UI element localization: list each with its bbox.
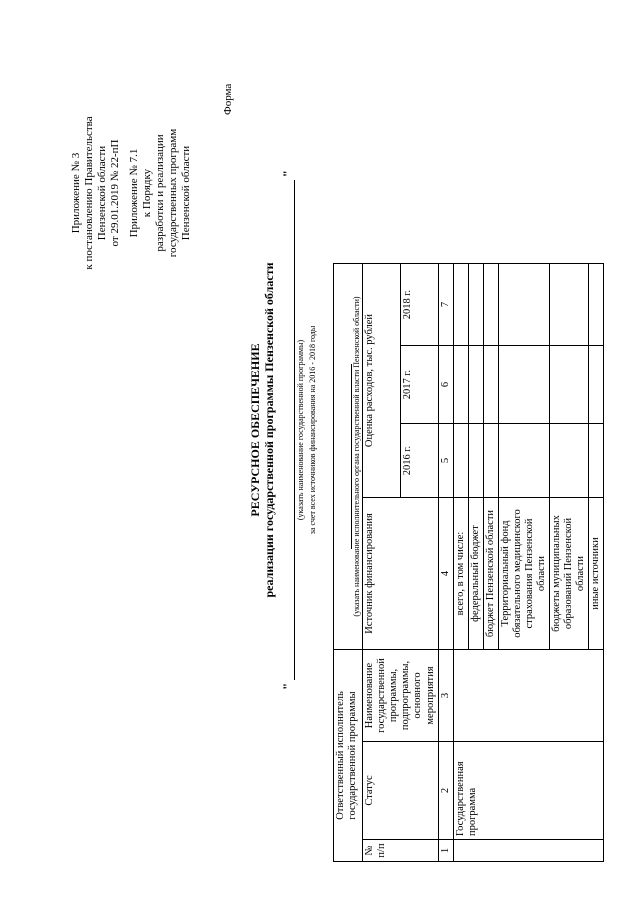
title-block — [248, 170, 317, 690]
value-cell — [483, 346, 498, 424]
header-estimate: Оценка расходов, тыс. рублей — [363, 264, 401, 498]
row-num-cell — [453, 840, 604, 862]
quote-open: " — [279, 682, 295, 690]
source-cell: иные источники — [589, 498, 604, 650]
appendix-line: Пензенской области — [95, 145, 108, 241]
value-cell — [483, 424, 498, 498]
source-cell: бюджеты муниципальных образований Пензенской области — [550, 498, 589, 650]
header-status: Статус — [363, 742, 438, 840]
value-cell — [498, 424, 549, 498]
quote-close: " — [279, 170, 295, 178]
appendix-line: Приложение № 7.1 — [127, 148, 140, 238]
executor-name-cell — [334, 264, 363, 650]
appendix-line: разработки и реализации — [153, 134, 166, 252]
column-index: 1 — [438, 840, 453, 862]
column-index: 4 — [438, 498, 453, 650]
appendix-line: к постановлению Правительства — [82, 116, 95, 270]
header-year: 2016 г. — [400, 424, 438, 498]
program-name-line — [294, 180, 295, 680]
program-name-hint: (указать наименование государственной программы) — [296, 339, 306, 521]
value-cell — [550, 264, 589, 346]
column-index: 7 — [438, 264, 453, 346]
form-label: Форма — [222, 83, 234, 115]
column-index: 2 — [438, 742, 453, 840]
value-cell — [453, 424, 468, 498]
value-cell — [468, 264, 483, 346]
value-cell — [498, 264, 549, 346]
value-cell — [589, 346, 604, 424]
value-cell — [483, 264, 498, 346]
document-title: РЕСУРСНОЕ ОБЕСПЕЧЕНИЕ — [248, 343, 262, 517]
column-index: 6 — [438, 346, 453, 424]
appendix-line: к Порядку — [140, 168, 153, 218]
appendix-block — [70, 93, 193, 293]
header-year: 2017 г. — [400, 346, 438, 424]
value-cell — [550, 346, 589, 424]
header-name: Наименование государственной программы, подпрограммы, основного мероприятия — [363, 650, 438, 742]
column-index: 5 — [438, 424, 453, 498]
header-source: Источник финансирования — [363, 498, 438, 650]
header-year: 2018 г. — [400, 264, 438, 346]
row-status-cell: Государственная программа — [453, 742, 604, 840]
resource-table — [333, 263, 604, 862]
column-index: 3 — [438, 650, 453, 742]
value-cell — [589, 424, 604, 498]
source-cell: федеральный бюджет — [468, 498, 483, 650]
value-cell — [453, 346, 468, 424]
executor-header: Ответственный исполнитель государственной программы — [335, 691, 359, 820]
appendix-line: от 29.01.2019 № 22-пП — [108, 139, 121, 247]
source-cell: всего, в том числе: — [453, 498, 468, 650]
appendix-line: Приложение № 3 — [70, 152, 82, 234]
executor-header-cell — [334, 650, 363, 862]
row-name-cell — [453, 650, 604, 742]
value-cell — [550, 424, 589, 498]
appendix-line: государственных программ — [166, 128, 179, 258]
value-cell — [468, 346, 483, 424]
value-cell — [453, 264, 468, 346]
source-cell: бюджет Пензенской области — [483, 498, 498, 650]
executor-hint: (указать наименование исполнительного органа государственной власти Пензенской области) — [352, 296, 361, 617]
value-cell — [498, 346, 549, 424]
header-num: № п/п — [363, 840, 438, 862]
value-cell — [589, 264, 604, 346]
appendix-line: Пензенской области — [179, 145, 192, 241]
value-cell — [468, 424, 483, 498]
source-cell: Территориальный фонд обязательного медицинского страхования Пензенской области — [498, 498, 549, 650]
document-subtitle: реализации государственной программы Пензенской области — [262, 262, 277, 598]
funding-sources-hint: за счет всех источников финансирования на 2016 - 2018 годы — [307, 325, 317, 535]
